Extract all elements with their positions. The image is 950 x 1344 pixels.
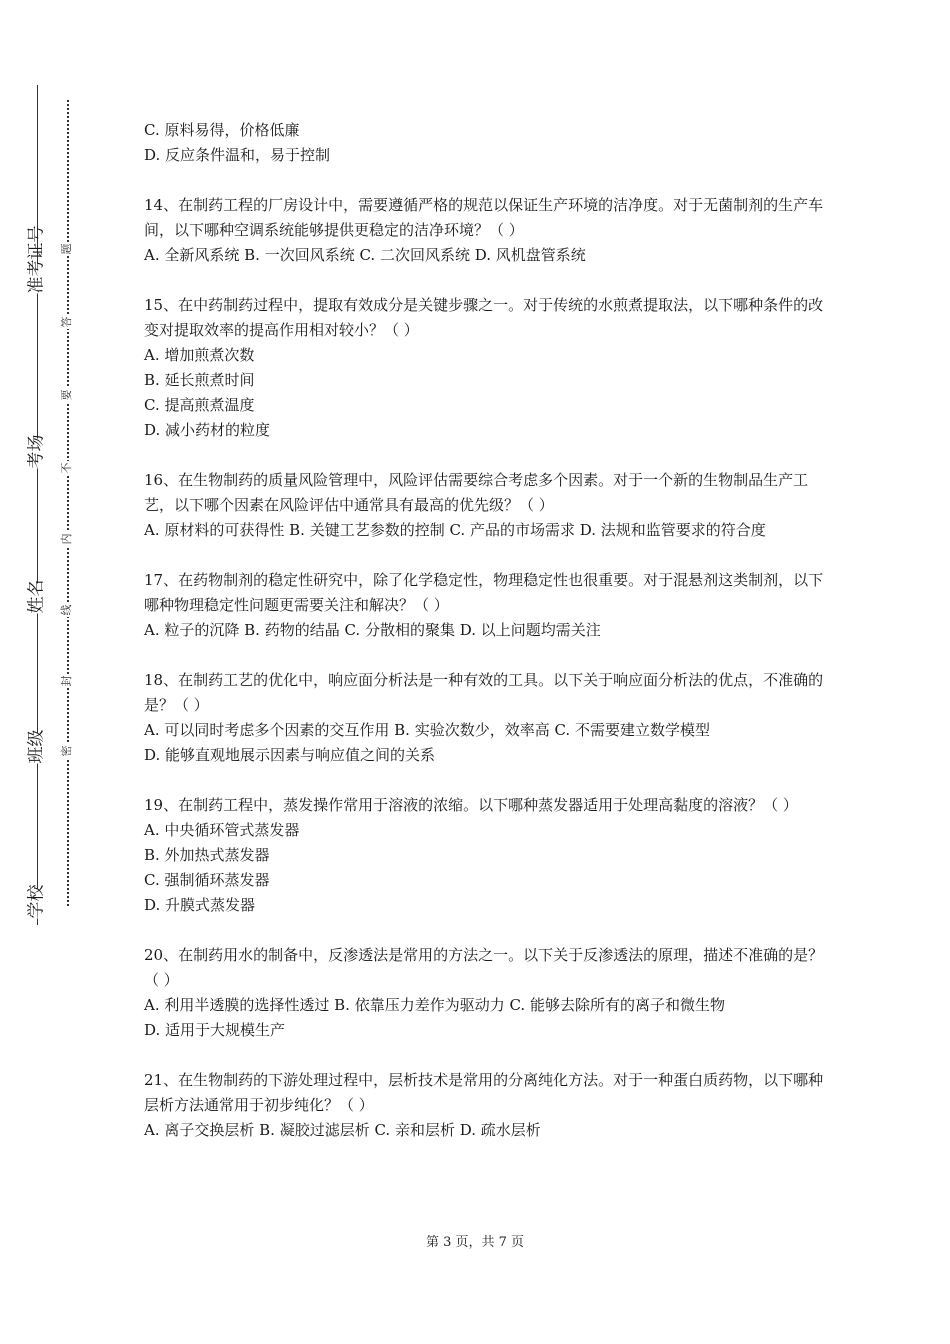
question-stem: 20、在制药用水的制备中，反渗透法是常用的方法之一。以下关于反渗透法的原理，描述不准确的是？（ ） [144,946,824,989]
option: C. 提高煎煮温度 [144,396,255,414]
question-21 [144,1068,824,1143]
label-school: 学校 [26,884,47,919]
option: A. 中央循环管式蒸发器 [144,821,300,839]
option: D. 能够直观地展示因素与响应值之间的关系 [144,746,436,764]
question-17 [144,568,824,643]
option: B. 外加热式蒸发器 [144,846,270,864]
label-admission-number: 准考证号 [26,225,47,294]
question-stem: 14、在制药工程的厂房设计中，需要遵循严格的规范以保证生产环境的洁净度。对于无菌制剂的生产车间，以下哪种空调系统能够提供更稳定的洁净环境？（ ） [144,196,824,239]
question-stem: 19、在制药工程中，蒸发操作常用于溶液的浓缩。以下哪种蒸发器适用于处理高黏度的溶液？（ ） [144,796,798,814]
fill-in-line [37,85,38,925]
seal-char: 线 [60,604,73,616]
page-number: 第 3 页，共 7 页 [425,1235,525,1250]
seal-char: 封 [60,675,73,687]
option: A. 增加煎煮次数 [144,346,255,364]
binding-margin [0,0,100,1344]
seal-char: 题 [60,243,73,255]
option: A. 全新风系统 B. 一次回风系统 C. 二次回风系统 D. 风机盘管系统 [144,246,586,264]
question-stem: 15、在中药制药过程中，提取有效成分是关键步骤之一。对于传统的水煎煮提取法，以下哪种条件的改变对提取效率的提高作用相对较小？（ ） [144,296,824,339]
option: C. 强制循环蒸发器 [144,871,270,889]
question-stem: 17、在药物制剂的稳定性研究中，除了化学稳定性，物理稳定性也很重要。对于混悬剂这类制剂，以下哪种物理稳定性问题更需要关注和解决？（ ） [144,571,824,614]
question-stem: 16、在生物制药的质量风险管理中，风险评估需要综合考虑多个因素。对于一个新的生物制品生产工艺，以下哪个因素在风险评估中通常具有最高的优先级？（ ） [144,471,809,514]
question-16 [144,468,824,543]
question-stem: 21、在生物制药的下游处理过程中，层析技术是常用的分离纯化方法。对于一种蛋白质药物，以下哪种层析方法通常用于初步纯化？（ ） [144,1071,824,1114]
question-18 [144,668,824,768]
question-20 [144,943,824,1043]
option: A. 可以同时考虑多个因素的交互作用 B. 实验次数少，效率高 C. 不需要建立数学模型 [144,721,710,739]
option: D. 适用于大规模生产 [144,1021,286,1039]
label-name: 姓名 [26,579,47,614]
question-19 [144,793,824,918]
question-content [144,118,824,1168]
question-13-tail [144,118,824,168]
seal-char: 答 [60,316,73,328]
option: D. 减小药材的粒度 [144,421,271,439]
option: B. 延长煎煮时间 [144,371,255,389]
seal-char: 内 [60,533,73,545]
option: A. 粒子的沉降 B. 药物的结晶 C. 分散相的聚集 D. 以上问题均需关注 [144,621,601,639]
question-15 [144,293,824,443]
option: C. 原料易得，价格低廉 [144,121,300,139]
label-class: 班级 [26,729,47,764]
option: D. 升膜式蒸发器 [144,896,256,914]
option: D. 反应条件温和，易于控制 [144,146,331,164]
option: A. 离子交换层析 B. 凝胶过滤层析 C. 亲和层析 D. 疏水层析 [144,1121,541,1139]
label-exam-room: 考场 [26,434,47,469]
seal-char: 要 [60,389,73,401]
option: A. 原材料的可获得性 B. 关键工艺参数的控制 C. 产品的市场需求 D. 法规和监管要求的符合度 [144,521,766,539]
question-14 [144,193,824,268]
seal-char: 密 [60,745,73,757]
seal-char: 不 [60,462,73,474]
option: A. 利用半透膜的选择性透过 B. 依靠压力差作为驱动力 C. 能够去除所有的离子和微生物 [144,996,725,1014]
seal-line [67,100,69,906]
question-stem: 18、在制药工艺的优化中，响应面分析法是一种有效的工具。以下关于响应面分析法的优点，不准确的是？（ ） [144,671,824,714]
